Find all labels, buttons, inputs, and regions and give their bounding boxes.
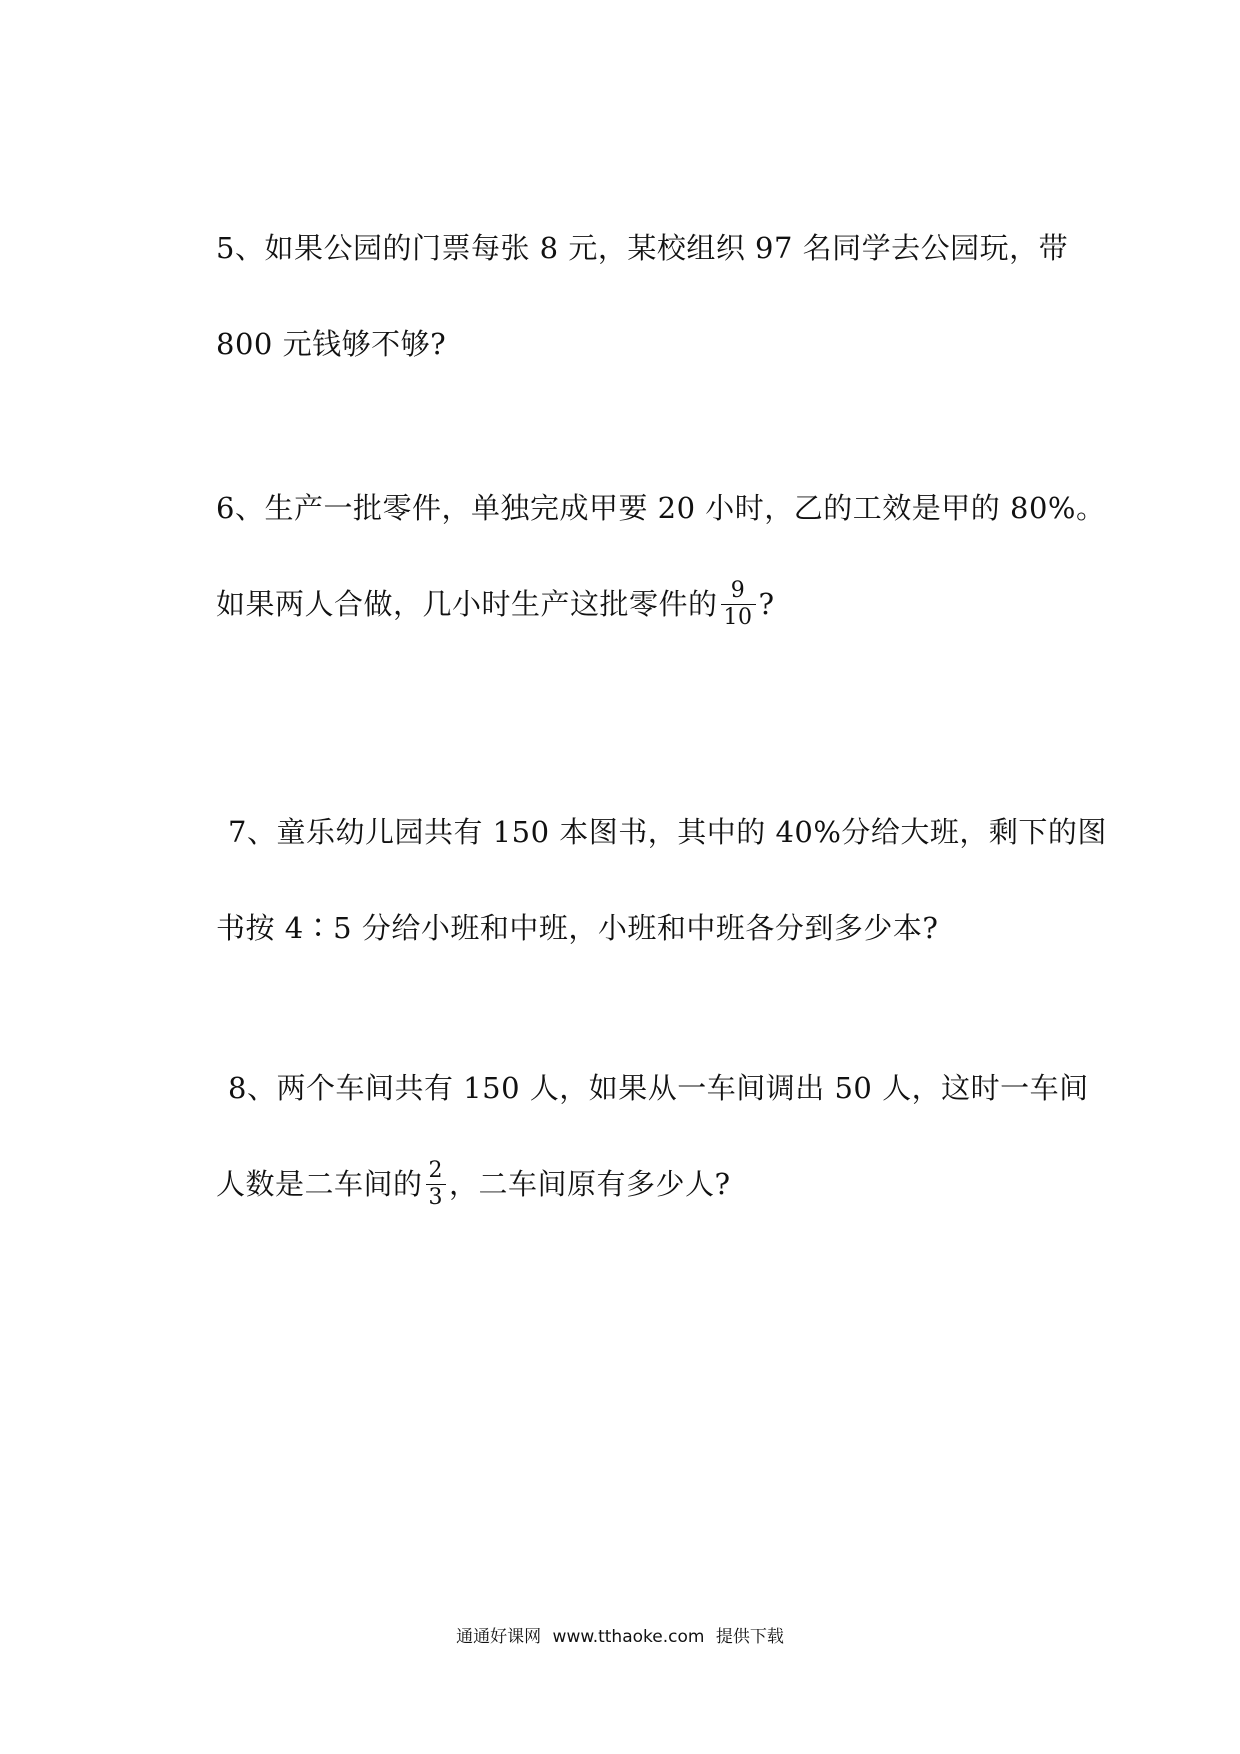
fraction-denominator: 10 [723, 604, 753, 630]
problem-5 [216, 200, 1069, 392]
problem-5-line-1: 5、如果公园的门票每张 8 元，某校组织 97 名同学去公园玩，带 [216, 231, 1069, 265]
fraction-numerator: 9 [721, 578, 756, 605]
problem-6 [216, 460, 1106, 652]
problem-8-line-2-end: ，二车间原有多少人? [449, 1167, 731, 1201]
problem-7 [216, 784, 1107, 976]
problem-6-line-1: 6、生产一批零件，单独完成甲要 20 小时，乙的工效是甲的 80%。 [216, 491, 1106, 525]
problem-8-line-2 [216, 1136, 1056, 1232]
problem-8-line-2-text: 人数是二车间的 [216, 1167, 423, 1201]
fraction-numerator: 2 [426, 1158, 447, 1185]
problem-6-line-2-text: 如果两人合做，几小时生产这批零件的 [216, 587, 718, 621]
problem-6-line-2-end: ? [758, 587, 775, 621]
fraction-two-thirds [426, 1158, 447, 1211]
problem-8 [216, 1040, 1089, 1232]
fraction-denominator: 3 [428, 1184, 444, 1210]
problem-5-line-2: 800 元钱够不够? [216, 327, 447, 361]
fraction-nine-tenths [721, 578, 756, 631]
problem-8-line-1: 8、两个车间共有 150 人，如果从一车间调出 50 人，这时一车间 [228, 1071, 1089, 1105]
page-footer: 通通好课网 www.tthaoke.com 提供下载 [456, 1627, 784, 1647]
problem-7-line-2: 书按 4∶5 分给小班和中班，小班和中班各分到多少本? [216, 911, 939, 945]
problem-7-line-1: 7、童乐幼儿园共有 150 本图书，其中的 40%分给大班，剩下的图 [228, 815, 1107, 849]
problem-6-line-2 [216, 556, 1056, 652]
